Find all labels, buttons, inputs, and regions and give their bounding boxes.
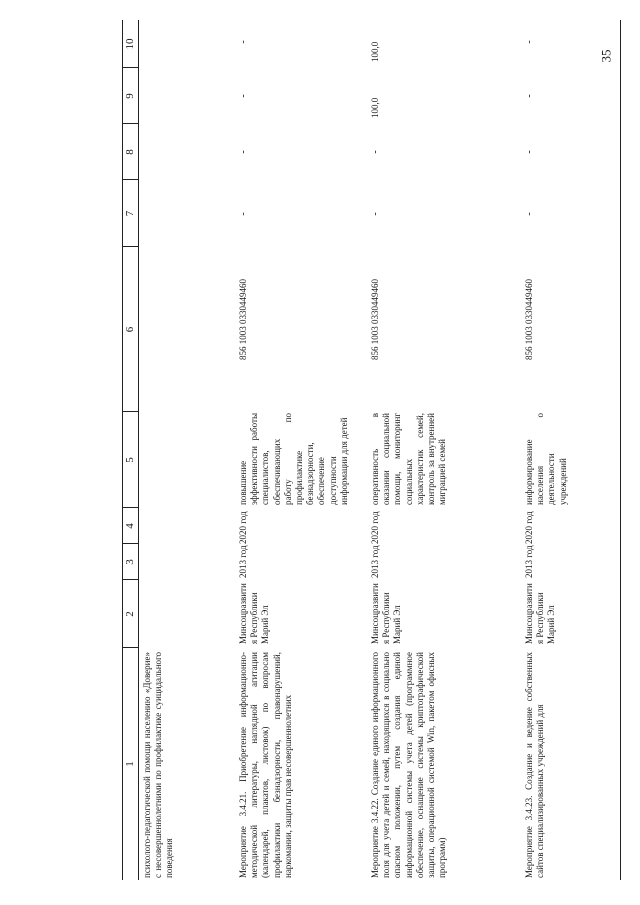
row-1-result: повышение эффективности работы специалистов, обеспечивающих работу по профилактике безнадзорности, обеспечение доступности информации для детей — [238, 413, 349, 505]
row-2-col9: 100,0 — [370, 97, 380, 118]
header-num-1: 1 — [124, 761, 136, 767]
row-2-col10: 100,0 — [370, 41, 380, 62]
header-num-6: 6 — [124, 326, 136, 333]
row-2-measure: Мероприятие 3.4.22. Создание единого информационного поля для учета детей и семей, находящихся в социально опасном положении, путем создания единой информационной системы учета детей (программное обеспечение, оснащение системы криптографической защиты, операционной системой Win, пакетом офисных программ) — [370, 652, 448, 878]
row-3-code: 856 1003 0330449460 — [524, 279, 534, 360]
row-3-start: 2013 год — [524, 545, 534, 578]
page-number: 35 — [598, 49, 614, 63]
row-1-col10: - — [238, 40, 249, 44]
row-1-col9: - — [238, 94, 249, 98]
header-num-2: 2 — [124, 611, 136, 617]
row-3-measure: Мероприятие 3.4.23. Создание и ведение собственных сайтов специализированных учреждений для — [524, 652, 546, 878]
row-1-start: 2013 год — [238, 545, 248, 578]
table-top-rule — [122, 20, 123, 880]
row-2-col7: - — [370, 212, 381, 216]
row-2-col8: - — [370, 150, 381, 154]
row-2-executor: Минсоцразвития Республики Марий Эл — [370, 583, 403, 644]
header-num-7: 7 — [124, 210, 136, 217]
row-3-result: информирование населения о деятельности учреждений — [524, 413, 568, 505]
header-bottom-rule — [138, 20, 139, 880]
row-3-col8: - — [524, 150, 535, 154]
row-1-col8: - — [238, 150, 249, 154]
row-3-end: 2020 год — [524, 511, 534, 544]
header-num-10: 10 — [124, 38, 136, 50]
row-1-end: 2020 год — [238, 511, 248, 544]
table-rotated — [110, 20, 620, 880]
row-1-executor: Минсоцразвития Республики Марий Эл — [238, 583, 271, 644]
header-num-4: 4 — [124, 523, 136, 529]
header-num-5: 5 — [124, 457, 136, 463]
continued-row-text: психолого-педагогической помощи населению «Доверие» с несовершеннолетними по профилактике суицидального поведения — [142, 652, 175, 878]
row-1-measure: Мероприятие 3.4.21. Приобретение информационно-методической литературы, наглядной агитации (календарей, плакатов, листовок) по вопросам профилактики безнадзорности, правонарушений, наркомании, защиты прав несовершеннолетних — [238, 652, 293, 878]
row-2-end: 2020 год — [370, 511, 380, 544]
row-1-code: 856 1003 0330449460 — [238, 279, 248, 360]
header-num-9: 9 — [124, 93, 136, 99]
table-bottom-rule — [620, 20, 621, 880]
row-2-start: 2013 год — [370, 545, 380, 578]
row-3-executor: Минсоцразвития Республики Марий Эл — [524, 583, 557, 644]
row-1-col7: - — [238, 212, 249, 216]
row-3-col9: - — [524, 94, 535, 98]
header-num-8: 8 — [124, 149, 136, 155]
row-2-code: 856 1003 0330449460 — [370, 279, 380, 360]
row-2-result: оперативность в оказании социальной помощи, мониторинг социальных характеристик семей, контроль за внутренней миграцией семей — [370, 413, 448, 505]
row-3-col7: - — [524, 212, 535, 216]
row-3-col10: - — [524, 40, 535, 44]
header-num-3: 3 — [124, 559, 136, 565]
